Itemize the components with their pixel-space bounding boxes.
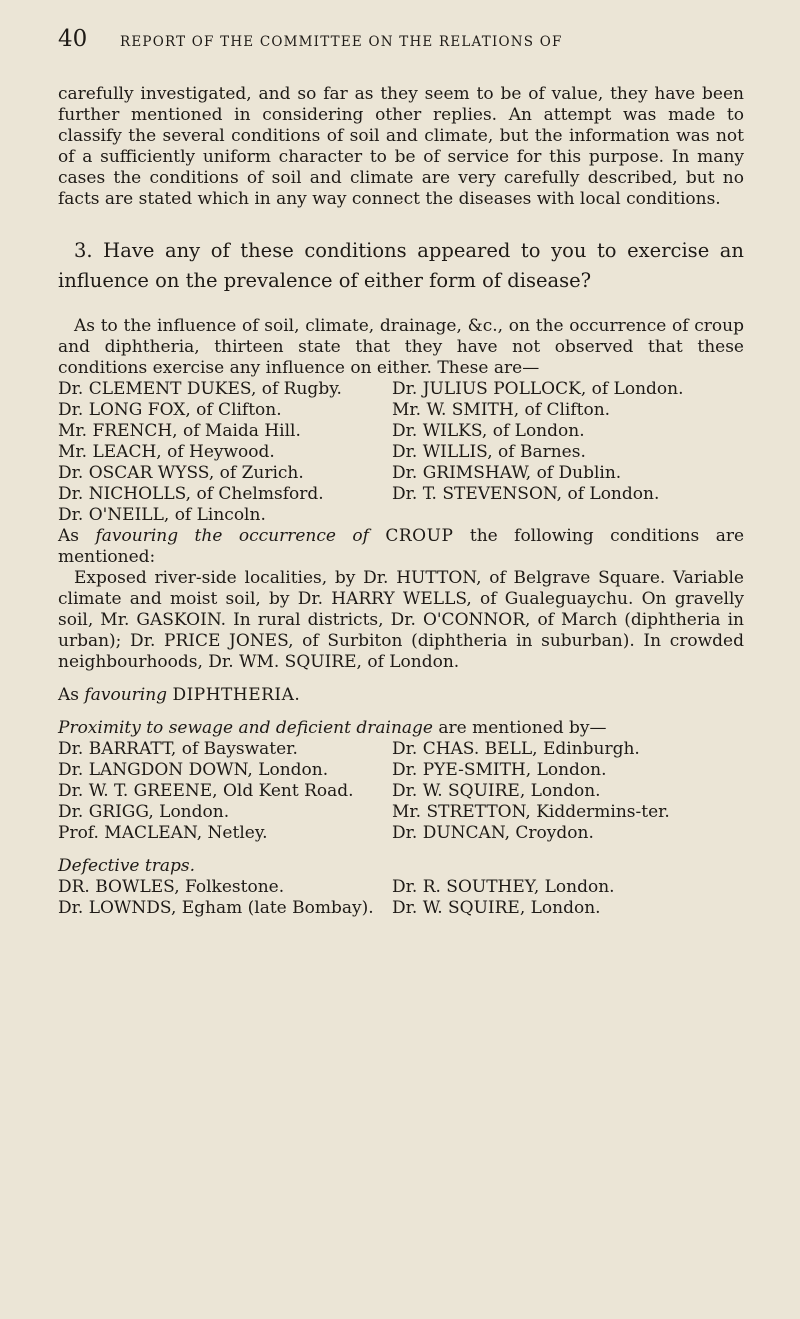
proximity-heading: Proximity to sewage and deficient drainage are mentioned by— bbox=[58, 718, 607, 738]
list-item: Dr. BARRATT, of Bayswater. bbox=[58, 739, 298, 759]
list-item: Dr. GRIGG, London. bbox=[58, 802, 230, 822]
croup-conditions: Exposed river-side localities, by Dr. HUTTON, of Belgrave Square. Variable climate and moist soil, by Dr. HARRY WELLS, of Gualeguaychu. On gravelly soil, Mr. GASKOIN. In rural districts, Dr. O'CONNOR, of March (diphtheria in urban); Dr. PRICE JONES, of Surbiton (diphtheria in suburban). In crowded neighbourhoods, Dr. WM. SQUIRE, of London. bbox=[58, 568, 744, 672]
list-item: Dr. JULIUS POLLOCK, of London. bbox=[392, 379, 684, 399]
list-item: Dr. R. SOUTHEY, London. bbox=[392, 877, 615, 897]
list-item: Dr. NICHOLLS, of Chelmsford. bbox=[58, 484, 324, 504]
list-item: Dr. W. T. GREENE, Old Kent Road. bbox=[58, 781, 354, 801]
list-item: Dr. CLEMENT DUKES, of Rugby. bbox=[58, 379, 342, 399]
list-item: DR. BOWLES, Folkestone. bbox=[58, 877, 285, 897]
list-item: Mr. STRETTON, Kiddermins-ter. bbox=[392, 802, 670, 822]
croup-lead: As favouring the occurrence of CROUP the following conditions are mentioned: bbox=[58, 526, 745, 567]
list-item: Dr. WILLIS, of Barnes. bbox=[392, 442, 586, 462]
list-item: Dr. W. SQUIRE, London. bbox=[392, 898, 601, 918]
list-item: Dr. PYE-SMITH, London. bbox=[392, 760, 607, 780]
list-item: Dr. O'NEILL, of Lincoln. bbox=[58, 505, 266, 525]
list-item: Dr. LOWNDS, Egham (late Bombay). bbox=[58, 898, 374, 918]
running-title: REPORT OF THE COMMITTEE ON THE RELATIONS OF bbox=[120, 34, 563, 50]
list-item: Dr. GRIMSHAW, of Dublin. bbox=[392, 463, 622, 483]
page-body bbox=[58, 84, 744, 919]
list-item: Dr. LONG FOX, of Clifton. bbox=[58, 400, 282, 420]
traps-heading: Defective traps. bbox=[58, 856, 196, 876]
diphtheria-lead: As favouring DIPHTHERIA. bbox=[58, 685, 301, 705]
traps-list bbox=[58, 877, 744, 919]
list-item: Mr. LEACH, of Heywood. bbox=[58, 442, 275, 462]
list-item: Mr. FRENCH, of Maida Hill. bbox=[58, 421, 301, 441]
list-item: Dr. T. STEVENSON, of London. bbox=[392, 484, 660, 504]
list-item: Dr. DUNCAN, Croydon. bbox=[392, 823, 594, 843]
paragraph-intro: carefully investigated, and so far as they seem to be of value, they have been further mentioned in considering other replies. An attempt was made to classify the several conditions of soil and climate, but the information was not of a sufficiently uniform character to be of service for this purpose. In many cases the conditions of soil and climate are very carefully described, but no facts are stated which in any way connect the diseases with local conditions. bbox=[58, 84, 744, 209]
list-item: Mr. W. SMITH, of Clifton. bbox=[392, 400, 611, 420]
no-influence-list bbox=[58, 379, 744, 526]
proximity-list bbox=[58, 739, 744, 844]
page-number: 40 bbox=[58, 26, 88, 52]
list-item: Dr. WILKS, of London. bbox=[392, 421, 585, 441]
list-item: Dr. CHAS. BELL, Edinburgh. bbox=[392, 739, 640, 759]
question-3: 3. Have any of these conditions appeared to you to exercise an influence on the prevalence of either form of disease? bbox=[58, 239, 744, 292]
list-item: Prof. MACLEAN, Netley. bbox=[58, 823, 268, 843]
list-item: Dr. LANGDON DOWN, London. bbox=[58, 760, 329, 780]
list-item: Dr. OSCAR WYSS, of Zurich. bbox=[58, 463, 304, 483]
list-item: Dr. W. SQUIRE, London. bbox=[392, 781, 601, 801]
paragraph-influence: As to the influence of soil, climate, drainage, &c., on the occurrence of croup and diphtheria, thirteen state that they have not observed that these conditions exercise any influence on either. These are— bbox=[58, 316, 744, 378]
